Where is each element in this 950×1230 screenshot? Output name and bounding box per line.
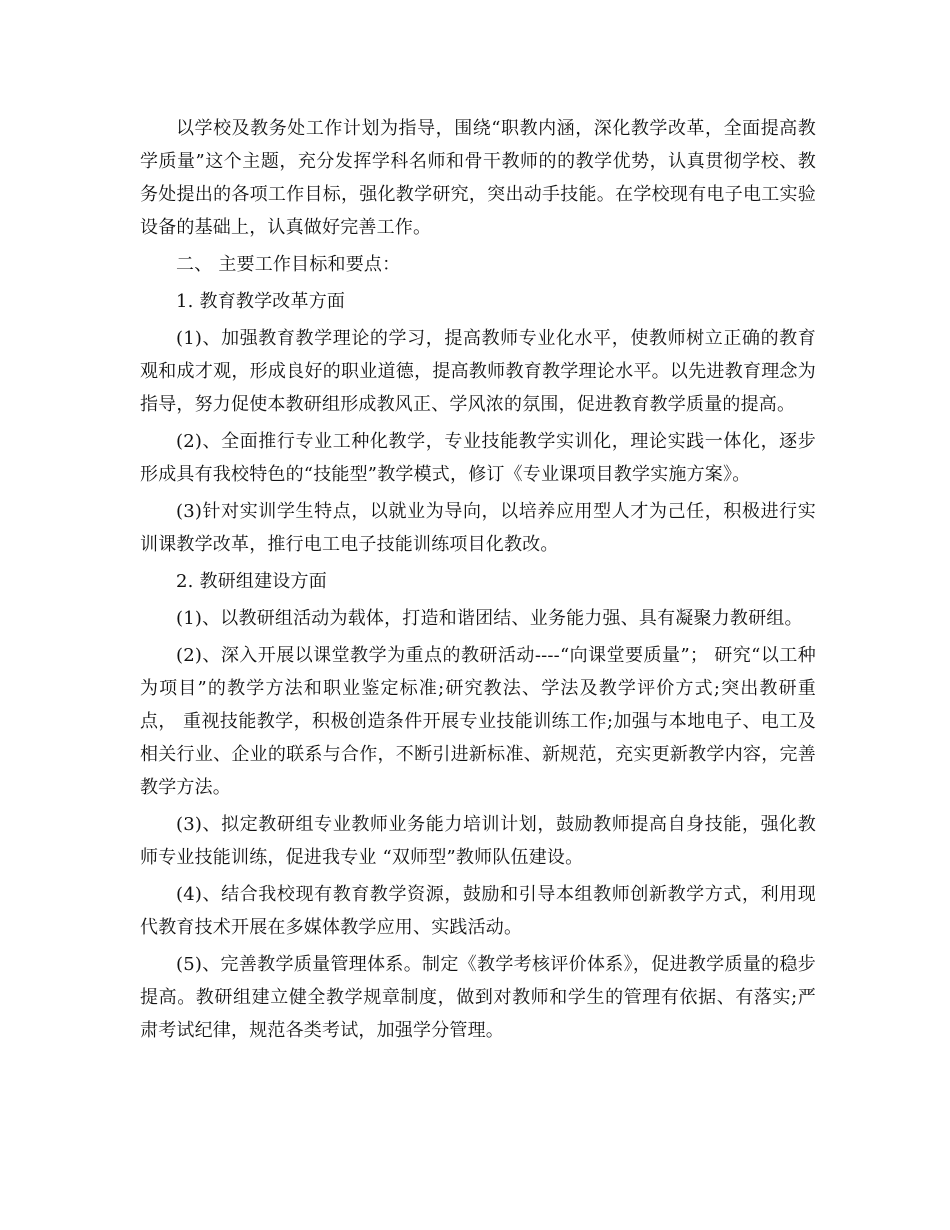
team-item-2: (2)、深入开展以课堂教学为重点的教研活动----“向课堂要质量”； 研究“以工种为项目”的教学方法和职业鉴定标准;研究教法、学法及教学评价方式;突出教研重点， 重视技能教学，积极创造条件开展专业技能训练工作;加强与本地电子、电工及相关行业、企业的联系与合作，不断引进新标准、新规范，充实更新教学内容，完善教学方法。 [140, 645, 816, 798]
team-item-4: (4)、结合我校现有教育教学资源，鼓励和引导本组教师创新教学方式，利用现代教育技术开展在多媒体教学应用、实践活动。 [140, 884, 816, 938]
reform-item-3: (3)针对实训学生特点，以就业为导向，以培养应用型人才为己任，积极进行实训课教学改革，推行电工电子技能训练项目化教改。 [140, 501, 816, 555]
reform-item-2: (2)、全面推行专业工种化教学，专业技能教学实训化，理论实践一体化，逐步形成具有我校特色的“技能型”教学模式，修订《专业课项目教学实施方案》。 [140, 431, 816, 485]
team-item-3: (3)、拟定教研组专业教师业务能力培训计划，鼓励教师提高自身技能，强化教师专业技能训练，促进我专业 “双师型”教师队伍建设。 [140, 814, 816, 868]
reform-item-1: (1)、加强教育教学理论的学习，提高教师专业化水平，使教师树立正确的教育观和成才观，形成良好的职业道德，提高教师教育教学理论水平。以先进教育理念为指导，努力促使本教研组形成教风正、学风浓的氛围，促进教育教学质量的提高。 [140, 328, 816, 415]
section-heading-goals: 二、 主要工作目标和要点： [176, 254, 401, 275]
subsection-heading-reform: 1. 教育教学改革方面 [176, 291, 346, 312]
document-page [140, 112, 816, 1047]
team-item-5: (5)、完善教学质量管理体系。制定《教学考核评价体系》，促进教学质量的稳步提高。教研组建立健全教学规章制度，做到对教师和学生的管理有依据、有落实;严肃考试纪律，规范各类考试，加强学分管理。 [140, 954, 816, 1041]
team-item-1: (1)、以教研组活动为载体，打造和谐团结、业务能力强、具有凝聚力教研组。 [176, 608, 803, 629]
intro-paragraph: 以学校及教务处工作计划为指导，围绕“职教内涵，深化教学改革，全面提高教学质量”这个主题，充分发挥学科名师和骨干教师的的教学优势，认真贯彻学校、教务处提出的各项工作目标，强化教学研究，突出动手技能。在学校现有电子电工实验设备的基础上，认真做好完善工作。 [140, 118, 816, 238]
subsection-heading-team: 2. 教研组建设方面 [176, 571, 327, 592]
